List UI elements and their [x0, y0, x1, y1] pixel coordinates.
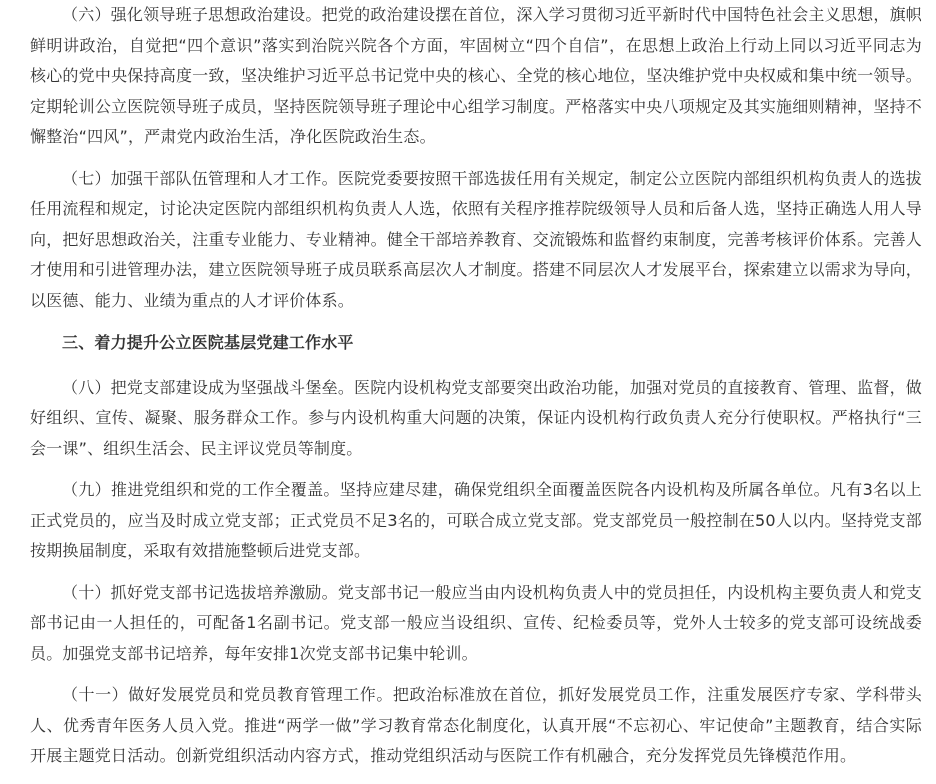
paragraph-10: （十）抓好党支部书记选拔培养激励。党支部书记一般应当由内设机构负责人中的党员担任，内设机构主要负责人和党支部书记由一人担任的，可配备1名副书记。党支部一般应当设组织、宣传、纪检委员等，党外人士较多的党支部可设统战委员。加强党支部书记培养，每年安排1次党支部书记集中轮训。 — [30, 582, 922, 663]
paragraph-8: （八）把党支部建设成为坚强战斗堡垒。医院内设机构党支部要突出政治功能，加强对党员的直接教育、管理、监督，做好组织、宣传、凝聚、服务群众工作。参与内设机构重大问题的决策，保证内设机构行政负责人充分行使职权。严格执行“三会一课”、组织生活会、民主评议党员等制度。 — [30, 377, 922, 458]
paragraph-9: （九）推进党组织和党的工作全覆盖。坚持应建尽建，确保党组织全面覆盖医院各内设机构及所属各单位。凡有3名以上正式党员的，应当及时成立党支部；正式党员不足3名的，可联合成立党支部。党支部党员一般控制在50人以内。坚持党支部按期换届制度，采取有效措施整顿后进党支部。 — [30, 480, 922, 560]
paragraph-6: （六）强化领导班子思想政治建设。把党的政治建设摆在首位，深入学习贯彻习近平新时代中国特色社会主义思想，旗帜鲜明讲政治，自觉把“四个意识”落实到治院兴院各个方面，牢固树立“四个自信”，在思想上政治上行动上同以习近平同志为核心的党中央保持高度一致，坚决维护习近平总书记党中央的核心、全党的核心地位，坚决维护党中央权威和集中统一领导。定期轮训公立医院领导班子成员，坚持医院领导班子理论中心组学习制度。严格落实中央八项规定及其实施细则精神，坚持不懈整治“四风”，严肃党内政治生活，净化医院政治生态。 — [30, 5, 922, 146]
paragraph-7: （七）加强干部队伍管理和人才工作。医院党委要按照干部选拔任用有关规定，制定公立医院内部组织机构负责人的选拔任用流程和规定，讨论决定医院内部组织机构负责人人选，依照有关程序推荐院级领导人员和后备人选，坚持正确选人用人导向，把好思想政治关，注重专业能力、专业精神。健全干部培养教育、交流锻炼和监督约束制度，完善考核评价体系。完善人才使用和引进管理办法，建立医院领导班子成员联系高层次人才制度。搭建不同层次人才发展平台，探索建立以需求为导向，以医德、能力、业绩为重点的人才评价体系。 — [30, 168, 922, 310]
section-heading-3: 三、着力提升公立医院基层党建工作水平 — [62, 333, 354, 352]
paragraph-11: （十一）做好发展党员和党员教育管理工作。把政治标准放在首位，抓好发展党员工作，注重发展医疗专家、学科带头人、优秀青年医务人员入党。推进“两学一做”学习教育常态化制度化，认真开展“不忘初心、牢记使命”主题教育，结合实际开展主题党日活动。创新党组织活动内容方式，推动党组织活动与医院工作有机融合，充分发挥党员先锋模范作用。 — [30, 685, 922, 765]
